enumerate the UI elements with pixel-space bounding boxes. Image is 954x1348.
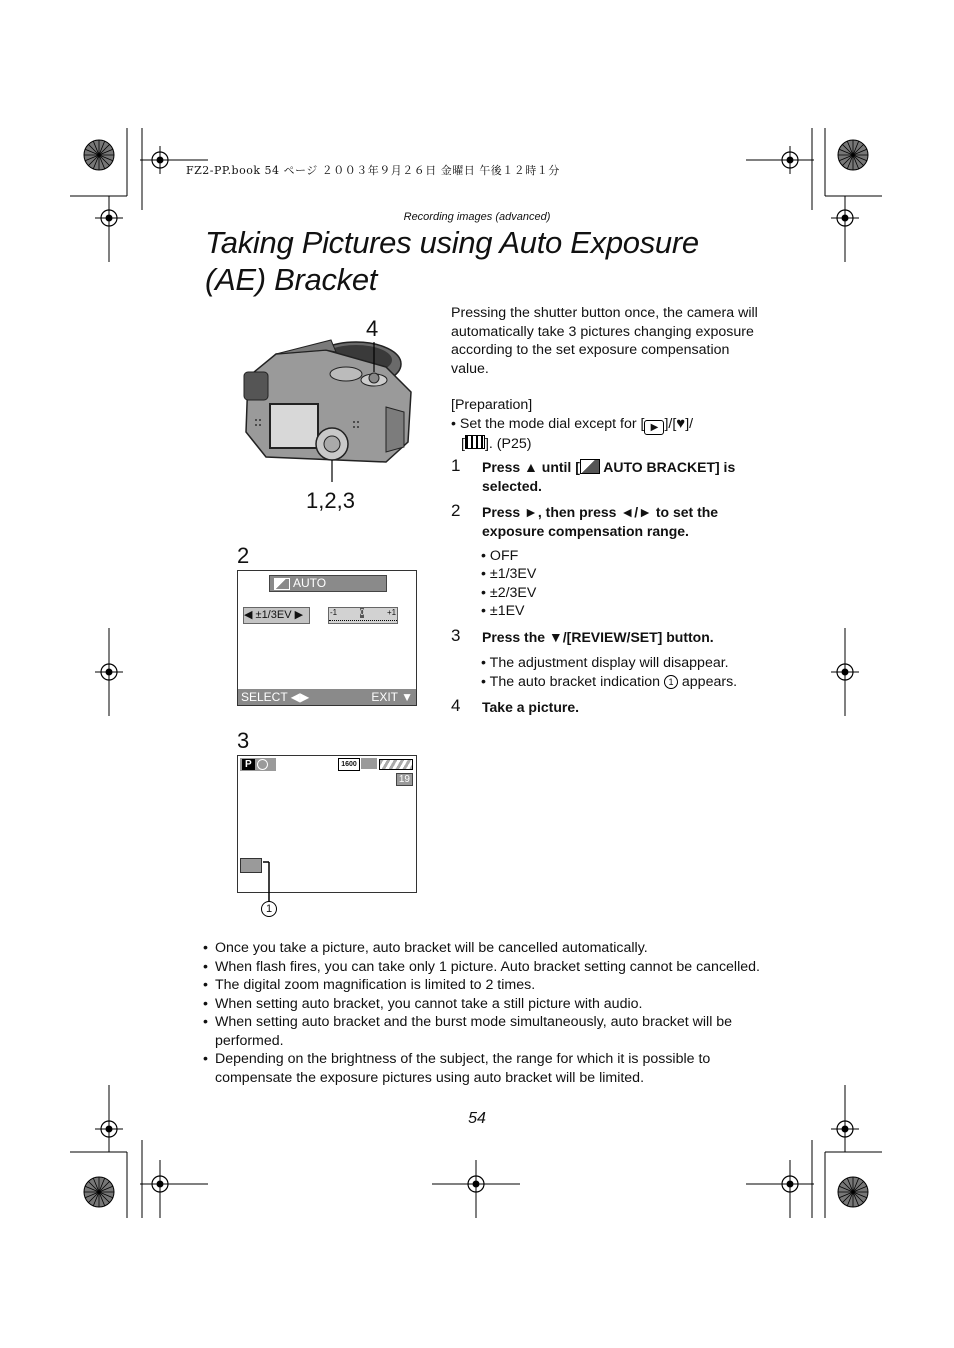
note-item: • The digital zoom magnification is limited to 2 times. — [203, 976, 763, 995]
program-mode-p: P — [242, 759, 255, 770]
iso-value: 1600 — [341, 761, 357, 768]
page-number: 54 — [468, 1110, 486, 1127]
step-3-number: 3 — [451, 626, 461, 645]
camera-callout-4: 4 — [366, 316, 379, 341]
callout-circle-1-number: 1 — [265, 903, 273, 915]
step-2-number: 2 — [451, 501, 461, 520]
right-arrow-icon: ▶ — [294, 609, 304, 621]
file-info-header: FZ2-PP.book 54 ページ ２００３年９月２６日 金曜日 午後１２時１分 — [186, 164, 560, 177]
movie-icon — [465, 435, 485, 449]
heart-icon: ♥ — [676, 415, 686, 432]
camera-illustration — [236, 312, 426, 482]
callout-circle-1 — [261, 901, 277, 917]
preparation-bullet: • Set the mode dial except for [ ▶ ]/[♥]/ [ ]. (P25) — [451, 415, 694, 452]
lcd-exit-label: EXIT ▼ — [371, 690, 413, 704]
title-line-1: Taking Pictures using Auto Exposure — [205, 225, 699, 260]
running-head: Recording images (advanced) — [403, 211, 551, 223]
battery-icon — [379, 759, 413, 770]
option-1-3ev: • ±1/3EV — [481, 566, 537, 582]
ev-value-selector — [243, 607, 310, 624]
note-item: • When setting auto bracket and the burst mode simultaneously, auto bracket will be performed. — [203, 1013, 763, 1050]
shots-remaining: 19 — [396, 773, 413, 786]
note-item: • Once you take a picture, auto bracket will be cancelled automatically. — [203, 939, 763, 958]
note-item: • Depending on the brightness of the subject, the range for which it is possible to compensate the exposure pictures using auto bracket will be limited. — [203, 1050, 763, 1087]
ev-scale-max: +1 — [387, 608, 397, 617]
mode-indicator — [240, 758, 276, 771]
page-title — [205, 224, 825, 298]
note-item: • When flash fires, you can take only 1 picture. Auto bracket setting cannot be cancelled. — [203, 958, 763, 977]
left-arrow-icon: ◀ — [244, 609, 253, 621]
playback-icon: ▶ — [644, 420, 664, 435]
quality-icon — [361, 758, 377, 769]
step-3-note-b: • The auto bracket indication 1 appears. — [481, 674, 738, 690]
step-1-text: Press ▲ until [ AUTO BRACKET] is selected. — [482, 459, 736, 494]
preparation-label: [Preparation] — [451, 397, 533, 413]
bracket-icon — [274, 578, 290, 590]
ev-scale-zero: 0 — [360, 608, 365, 617]
lcd-bottom-bar — [238, 689, 416, 705]
lcd-menu-title: AUTO BRACKET — [270, 576, 327, 605]
notes-list — [203, 939, 763, 1087]
option-2-3ev: • ±2/3EV — [481, 585, 537, 601]
note-item: • When setting auto bracket, you cannot take a still picture with audio. — [203, 995, 763, 1014]
step-4-text: Take a picture. — [482, 699, 580, 715]
step-3-note-a: • The adjustment display will disappear. — [481, 655, 729, 671]
lcd-menu-title-bar — [269, 575, 387, 605]
ev-scale — [328, 607, 398, 624]
ev-value: ±1/3EV — [255, 609, 292, 621]
option-1ev: • ±1EV — [481, 603, 525, 619]
circled-1-icon: 1 — [664, 675, 678, 689]
ev-scale-min: -1 — [330, 608, 338, 617]
iso-indicator — [338, 758, 360, 771]
figure-3-label: 3 — [237, 728, 250, 753]
flash-icon — [257, 759, 268, 770]
lcd-select-label: SELECT ◀▶ — [241, 690, 310, 704]
camera-figure — [236, 312, 426, 522]
step-2-text: Press ►, then press ◄/► to set the exposure compensation range. — [482, 504, 719, 539]
step-4-number: 4 — [451, 696, 461, 715]
title-line-2: (AE) Bracket — [205, 262, 378, 297]
bracket-icon — [580, 459, 600, 474]
option-off: • OFF — [481, 548, 519, 564]
camera-callout-123: 1,2,3 — [306, 488, 355, 513]
step-3-text: Press the ▼/[REVIEW/SET] button. — [482, 629, 714, 645]
lcd-auto-bracket-menu — [237, 570, 417, 706]
figure-2-label: 2 — [237, 543, 250, 568]
intro-paragraph: Pressing the shutter button once, the camera will automatically take 3 pictures changing exposure according to the set exposure compensation value. — [451, 305, 758, 377]
step-1-number: 1 — [451, 456, 461, 475]
